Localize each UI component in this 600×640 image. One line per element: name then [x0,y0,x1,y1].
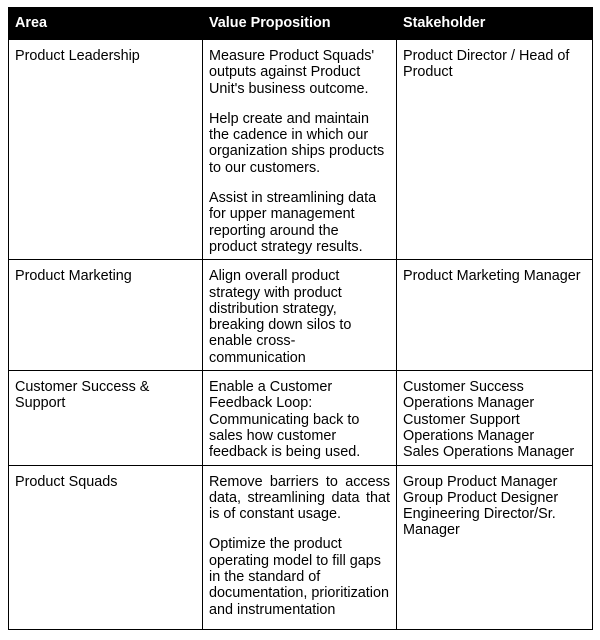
value-proposition-cell [203,465,397,629]
value-paragraph: Help create and maintain the cadence in which our organization ships products to our customers. [209,110,385,176]
area-cell: Product Leadership [9,40,203,260]
stakeholder-table [8,7,593,630]
table-row [9,40,593,260]
header-area: Area [9,8,203,40]
stakeholder-cell [397,371,593,465]
stakeholder-line: Group Product Designer [403,489,559,506]
stakeholder-line: Engineering Director/Sr. Manager [403,506,556,539]
stakeholder-cell [397,40,593,260]
value-proposition-cell [203,260,397,371]
stakeholder-table-container [8,7,593,630]
value-paragraph: Optimize the product operating model to fill gaps in the standard of documentation, prioritization and instrumentation [209,536,389,618]
area-cell: Product Squads [9,465,203,629]
stakeholder-line: Product Director / Head of Product [403,48,570,81]
stakeholder-line: Group Product Manager [403,473,558,490]
stakeholder-cell [397,260,593,371]
stakeholder-line: Customer Success Operations Manager [403,379,535,412]
table-row [9,260,593,371]
stakeholder-line: Product Marketing Manager [403,268,581,285]
header-value-proposition: Value Proposition [203,8,397,40]
value-paragraph: Remove barriers to access data, streamlining data that is of constant usage. [209,473,390,523]
stakeholder-line: Customer Support Operations Manager [403,411,535,444]
area-cell: Product Marketing [9,260,203,371]
value-paragraph: Align overall product strategy with product distribution strategy, breaking down silos to enable cross-communication [209,268,352,366]
table-row [9,371,593,465]
value-proposition-cell [203,371,397,465]
header-stakeholder: Stakeholder [397,8,593,40]
table-row [9,465,593,629]
area-cell: Customer Success & Support [9,371,203,465]
value-paragraph: Measure Product Squads' outputs against Product Unit's business outcome. [209,48,375,97]
table-header-row [9,8,593,40]
stakeholder-cell [397,465,593,629]
value-paragraph: Assist in streamlining data for upper management reporting around the product strategy results. [209,190,377,255]
value-proposition-cell [203,40,397,260]
value-paragraph: Enable a Customer Feedback Loop: Communicating back to sales how customer feedback is being used. [209,379,361,461]
stakeholder-line: Sales Operations Manager [403,444,575,461]
